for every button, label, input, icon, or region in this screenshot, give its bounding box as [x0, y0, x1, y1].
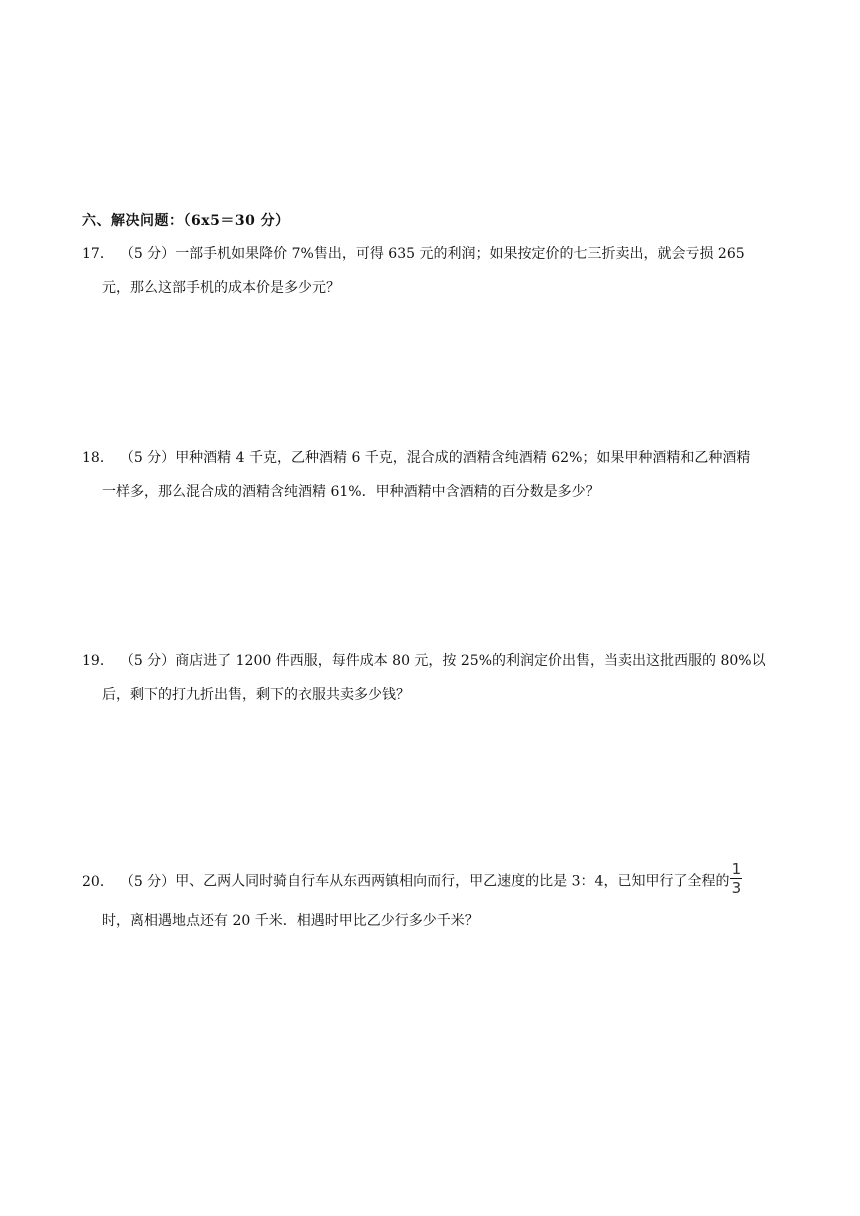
problem-text: 甲、乙两人同时骑自行车从东西两镇相向而行，甲乙速度的比是 3：4，已知甲行了全程的 — [175, 873, 730, 890]
problem-text: 一部手机如果降价 7%售出，可得 635 元的利润；如果按定价的七三折卖出，就会亏损 265 — [175, 246, 745, 262]
problem-number: 18． — [82, 450, 114, 466]
problem-17 — [82, 243, 782, 299]
problem-points: （5 分） — [119, 873, 176, 890]
problem-number: 17． — [82, 246, 114, 262]
problem-points: （5 分） — [119, 653, 176, 669]
problem-text: 甲种酒精 4 千克，乙种酒精 6 千克，混合成的酒精含纯酒精 62%；如果甲种酒精和乙种酒精 — [175, 450, 751, 466]
problem-points: （5 分） — [119, 246, 176, 262]
section-title: 六、解决问题：（6x5＝30 分） — [82, 213, 290, 229]
problem-number: 19． — [82, 653, 114, 669]
fraction-one-third — [730, 861, 742, 896]
problem-18 — [82, 447, 782, 503]
fraction-numerator: 1 — [731, 860, 742, 878]
problem-number: 20． — [82, 873, 114, 890]
problem-text-cont: 后，剩下的打九折出售，剩下的衣服共卖多少钱？ — [102, 687, 410, 703]
problem-19 — [82, 650, 782, 706]
problem-points: （5 分） — [119, 450, 176, 466]
problem-text-cont: 时，离相遇地点还有 20 千米．相遇时甲比乙少行多少千米？ — [102, 913, 479, 929]
problem-text: 商店进了 1200 件西服，每件成本 80 元，按 25%的利润定价出售，当卖出这批西服的 80%以 — [175, 653, 766, 669]
problem-text-cont: 一样多，那么混合成的酒精含纯酒精 61%．甲种酒精中含酒精的百分数是多少？ — [102, 484, 600, 500]
problem-text-cont: 元，那么这部手机的成本价是多少元？ — [102, 280, 340, 296]
fraction-denominator: 3 — [731, 879, 742, 897]
problem-20 — [82, 860, 782, 932]
